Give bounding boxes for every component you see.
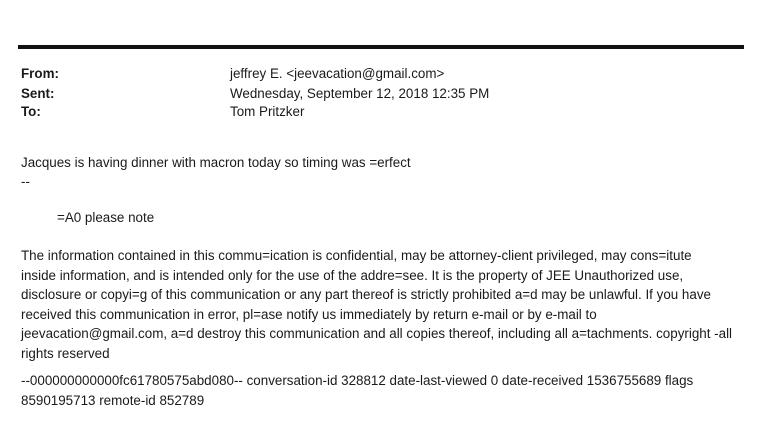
message-line: Jacques is having dinner with macron today so timing was =erfect <box>21 155 411 170</box>
header-divider <box>18 45 744 49</box>
disclaimer-line: disclosure or copyi=g of this communication or any part thereof is strictly prohibited a=d may be unlawful. If you have <box>21 287 711 302</box>
from-label: From: <box>21 66 59 81</box>
sent-label: Sent: <box>21 86 55 101</box>
signature-separator: -- <box>21 174 30 189</box>
disclaimer-line: rights reserved <box>21 345 110 361</box>
footer-line: 8590195713 remote-id 852789 <box>21 392 205 408</box>
disclaimer-line: The information contained in this commu=ication is confidential, may be attorney-client privileged, may cons=itute <box>21 248 692 263</box>
to-label: To: <box>21 104 41 119</box>
disclaimer-line: received this communication in error, pl=ase notify us immediately by return e-mail or by e-mail to <box>21 306 597 322</box>
disclaimer-paragraph <box>21 246 741 363</box>
disclaimer-line: jeevacation@gmail.com, a=d destroy this communication and all copies thereof, including all a=tachments. copyright -all <box>21 326 733 341</box>
disclaimer-line: inside information, and is intended only for the use of the addre=see. It is the property of JEE Unauthorized use, <box>21 267 684 283</box>
from-value: jeffrey E. <jeevacation@gmail.com> <box>230 66 445 81</box>
metadata-footer <box>21 371 693 410</box>
note-line: =A0 please note <box>57 210 155 225</box>
footer-line: --000000000000fc61780575abd080-- conversation-id 328812 date-last-viewed 0 date-received 1536755689 flags <box>21 373 694 388</box>
sent-value: Wednesday, September 12, 2018 12:35 PM <box>230 86 490 101</box>
to-value: Tom Pritzker <box>230 104 305 119</box>
